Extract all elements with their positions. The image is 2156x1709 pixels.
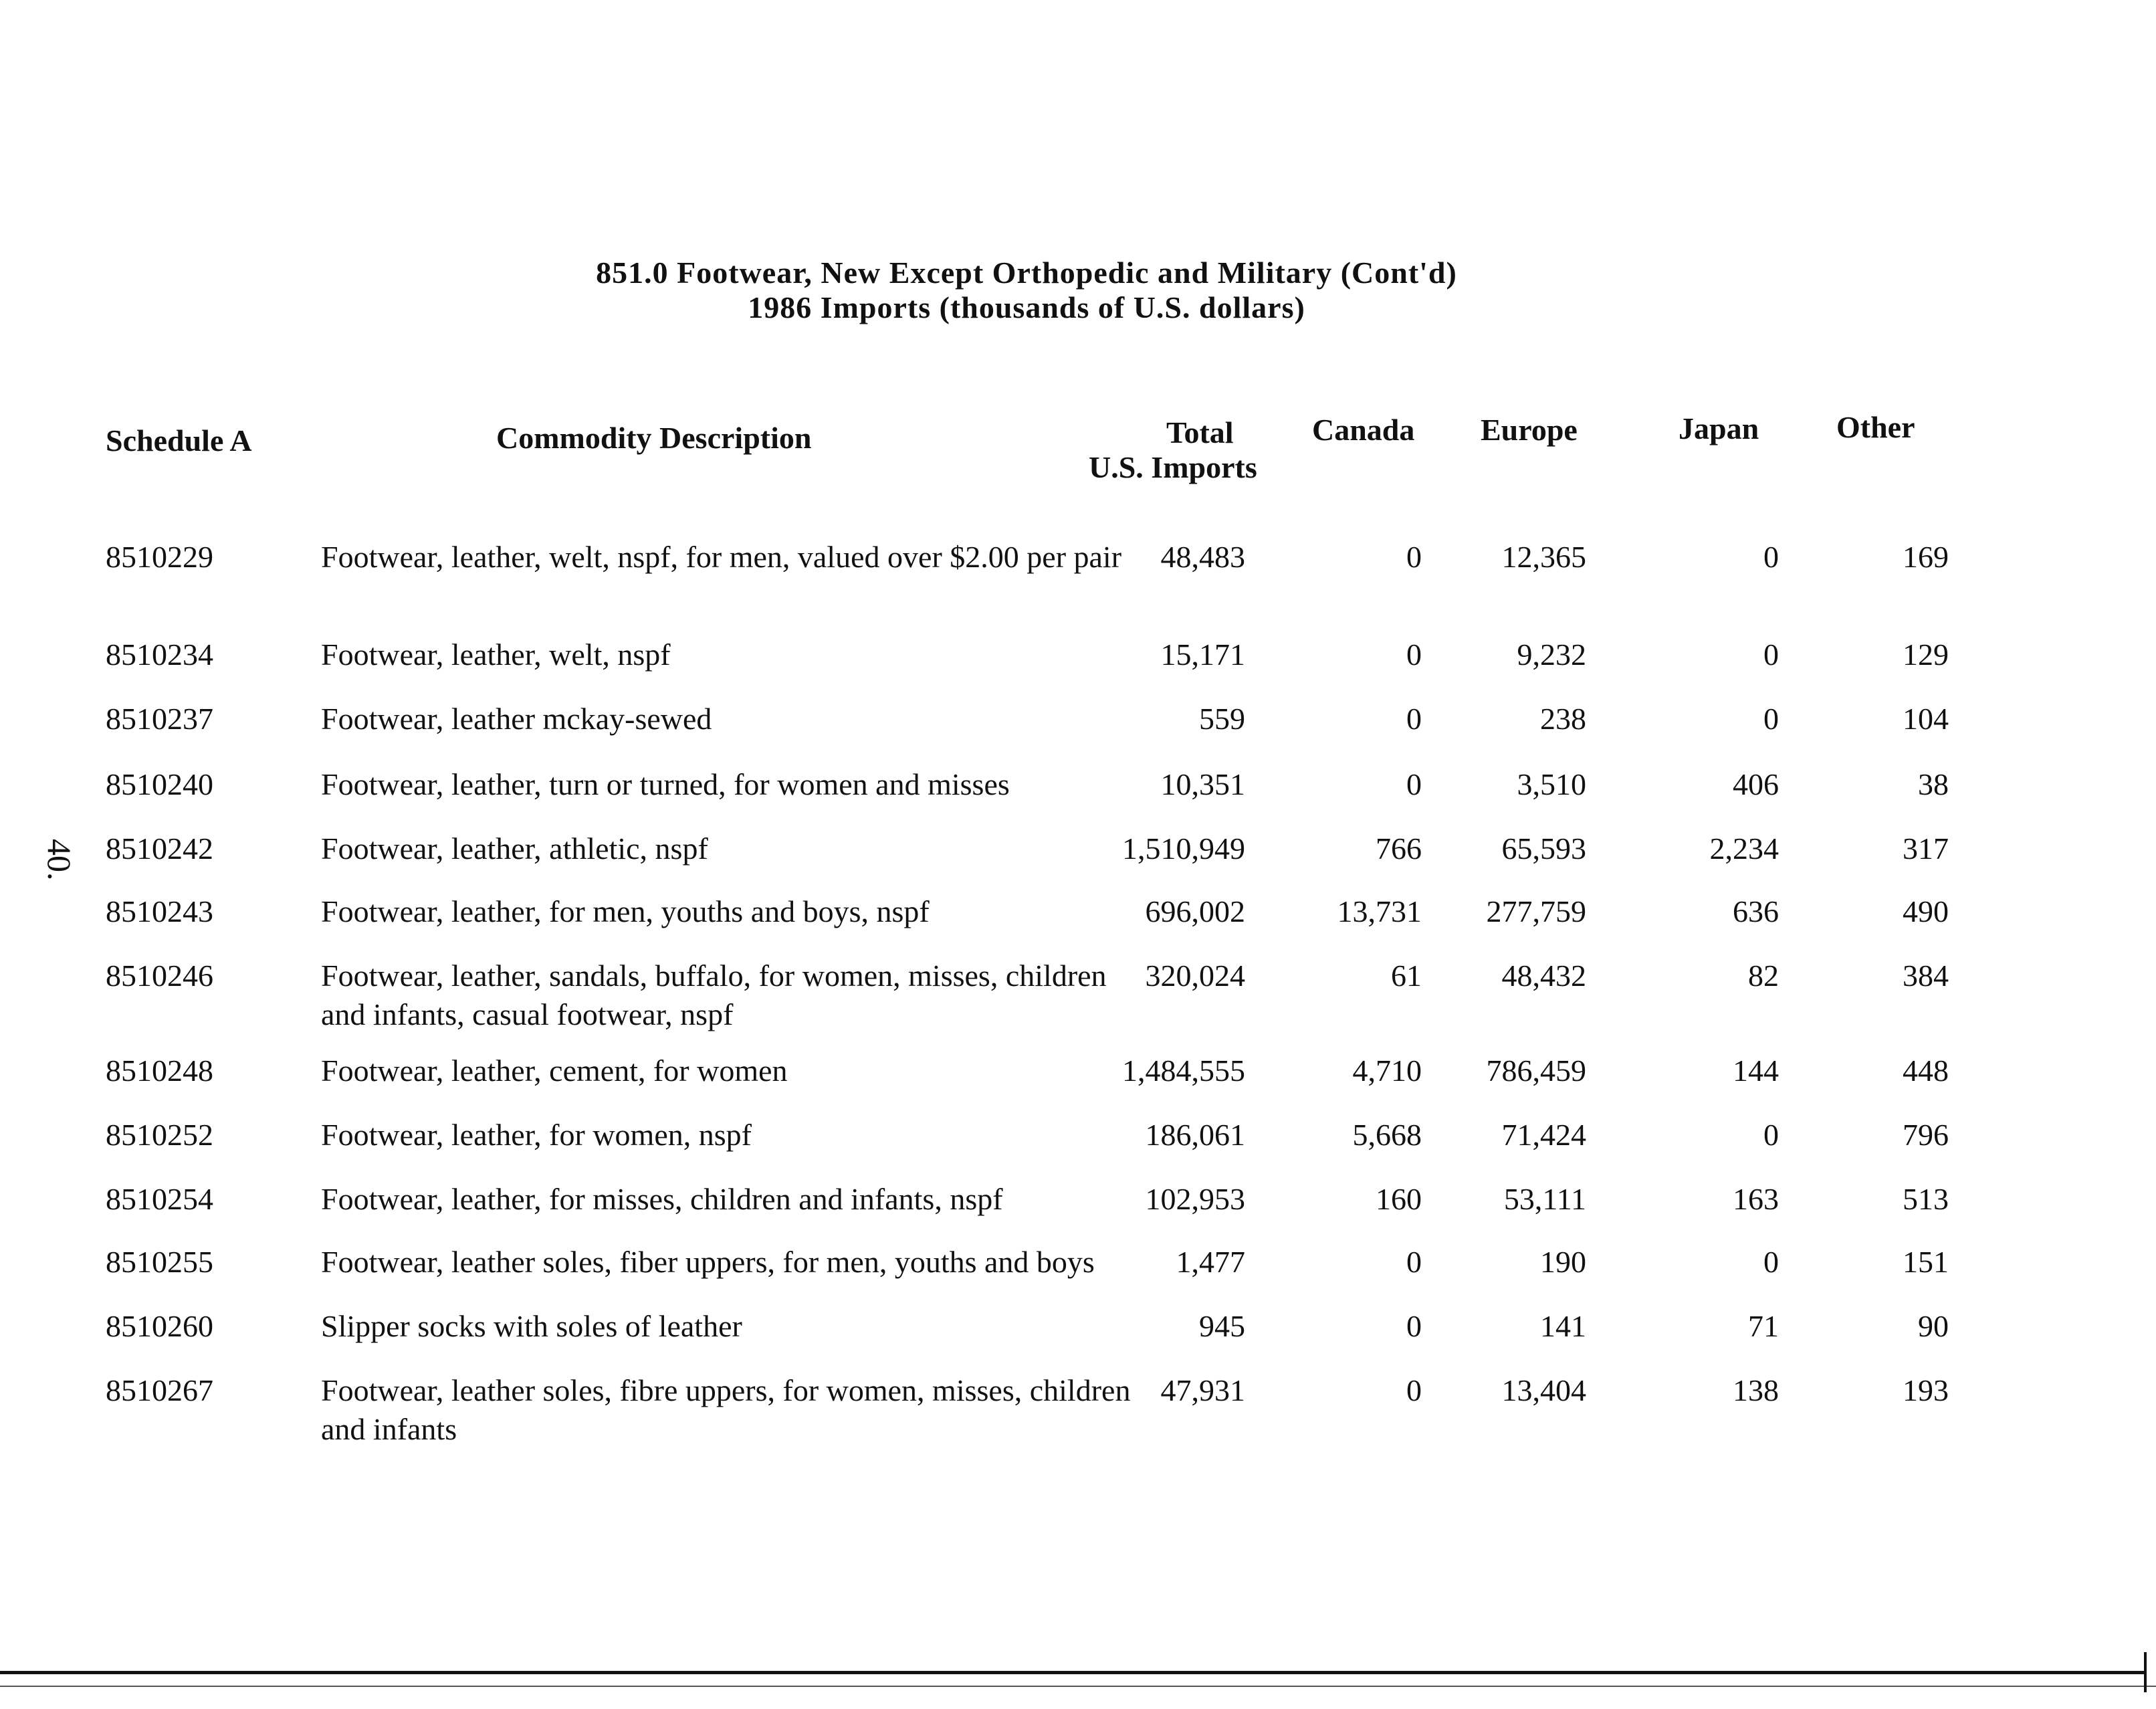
schedule-code: 8510248 bbox=[106, 1053, 213, 1088]
other-value: 90 bbox=[1918, 1309, 1949, 1343]
other-value: 151 bbox=[1903, 1245, 1949, 1279]
column-header-canada: Canada bbox=[1312, 413, 1415, 447]
bottom-rule bbox=[0, 1671, 2147, 1674]
commodity-description: Slipper socks with soles of leather bbox=[321, 1309, 742, 1343]
schedule-code: 8510246 bbox=[106, 959, 213, 993]
other-value: 448 bbox=[1903, 1053, 1949, 1088]
japan-value: 144 bbox=[1733, 1053, 1779, 1088]
canada-value: 0 bbox=[1406, 702, 1422, 736]
europe-value: 190 bbox=[1540, 1245, 1586, 1279]
canada-value: 61 bbox=[1391, 959, 1422, 993]
commodity-description: Footwear, leather, athletic, nspf bbox=[321, 831, 708, 866]
japan-value: 0 bbox=[1763, 1118, 1779, 1152]
other-value: 513 bbox=[1903, 1182, 1949, 1216]
total-imports-value: 1,510,949 bbox=[1122, 831, 1245, 866]
commodity-description: Footwear, leather, cement, for women bbox=[321, 1053, 788, 1088]
commodity-description: Footwear, leather, turn or turned, for women and misses bbox=[321, 767, 1010, 801]
table-row bbox=[0, 1243, 2156, 1283]
europe-value: 786,459 bbox=[1486, 1053, 1586, 1088]
other-value: 796 bbox=[1903, 1118, 1949, 1152]
commodity-description: Footwear, leather, sandals, buffalo, for women, misses, children and infants, casual footwear, nspf bbox=[321, 959, 1107, 1031]
schedule-code: 8510243 bbox=[106, 894, 213, 928]
europe-value: 48,432 bbox=[1501, 959, 1586, 993]
total-imports-value: 10,351 bbox=[1160, 767, 1245, 801]
document-subtitle: 1986 Imports (thousands of U.S. dollars) bbox=[748, 290, 1305, 324]
other-value: 104 bbox=[1903, 702, 1949, 736]
table-row bbox=[0, 538, 2156, 578]
canada-value: 160 bbox=[1376, 1182, 1422, 1216]
total-imports-value: 48,483 bbox=[1160, 540, 1245, 574]
canada-value: 0 bbox=[1406, 637, 1422, 672]
japan-value: 0 bbox=[1763, 1245, 1779, 1279]
total-imports-value: 47,931 bbox=[1160, 1373, 1245, 1407]
canada-value: 4,710 bbox=[1352, 1053, 1422, 1088]
corner-tick bbox=[2144, 1652, 2147, 1692]
europe-value: 65,593 bbox=[1501, 831, 1586, 866]
commodity-description: Footwear, leather, for women, nspf bbox=[321, 1118, 752, 1152]
schedule-code: 8510240 bbox=[106, 767, 213, 801]
total-imports-value: 945 bbox=[1199, 1309, 1245, 1343]
other-value: 38 bbox=[1918, 767, 1949, 801]
total-imports-value: 102,953 bbox=[1145, 1182, 1245, 1216]
japan-value: 636 bbox=[1733, 894, 1779, 928]
commodity-description: Footwear, leather, for misses, children and infants, nspf bbox=[321, 1182, 1003, 1216]
japan-value: 163 bbox=[1733, 1182, 1779, 1216]
commodity-description: Footwear, leather, welt, nspf bbox=[321, 637, 671, 672]
total-imports-value: 1,477 bbox=[1176, 1245, 1245, 1279]
column-header-japan: Japan bbox=[1679, 411, 1759, 445]
other-value: 193 bbox=[1903, 1373, 1949, 1407]
column-header-total-line1: Total bbox=[1166, 415, 1234, 449]
schedule-code: 8510229 bbox=[106, 540, 213, 574]
schedule-code: 8510237 bbox=[106, 702, 213, 736]
europe-value: 12,365 bbox=[1501, 540, 1586, 574]
table-row bbox=[0, 700, 2156, 740]
schedule-code: 8510254 bbox=[106, 1182, 213, 1216]
schedule-code: 8510252 bbox=[106, 1118, 213, 1152]
europe-value: 53,111 bbox=[1503, 1182, 1586, 1216]
other-value: 129 bbox=[1903, 637, 1949, 672]
canada-value: 0 bbox=[1406, 540, 1422, 574]
total-imports-value: 696,002 bbox=[1145, 894, 1245, 928]
europe-value: 238 bbox=[1540, 702, 1586, 736]
total-imports-value: 320,024 bbox=[1145, 959, 1245, 993]
japan-value: 406 bbox=[1733, 767, 1779, 801]
europe-value: 71,424 bbox=[1501, 1118, 1586, 1152]
canada-value: 0 bbox=[1406, 1373, 1422, 1407]
canada-value: 5,668 bbox=[1352, 1118, 1422, 1152]
europe-value: 3,510 bbox=[1517, 767, 1586, 801]
canada-value: 0 bbox=[1406, 1309, 1422, 1343]
commodity-description: Footwear, leather soles, fiber uppers, for men, youths and boys bbox=[321, 1245, 1095, 1279]
schedule-code: 8510242 bbox=[106, 831, 213, 866]
schedule-code: 8510255 bbox=[106, 1245, 213, 1279]
bottom-rule-secondary bbox=[0, 1686, 2156, 1687]
canada-value: 766 bbox=[1376, 831, 1422, 866]
table-row bbox=[0, 892, 2156, 932]
total-imports-value: 559 bbox=[1199, 702, 1245, 736]
total-imports-value: 15,171 bbox=[1160, 637, 1245, 672]
japan-value: 0 bbox=[1763, 702, 1779, 736]
japan-value: 71 bbox=[1748, 1309, 1779, 1343]
table-row bbox=[0, 829, 2156, 870]
document-title: 851.0 Footwear, New Except Orthopedic and Military (Cont'd) bbox=[596, 256, 1457, 290]
commodity-description: Footwear, leather mckay-sewed bbox=[321, 702, 712, 736]
schedule-code: 8510267 bbox=[106, 1373, 213, 1407]
japan-value: 0 bbox=[1763, 637, 1779, 672]
japan-value: 0 bbox=[1763, 540, 1779, 574]
europe-value: 13,404 bbox=[1501, 1373, 1586, 1407]
japan-value: 2,234 bbox=[1709, 831, 1779, 866]
europe-value: 9,232 bbox=[1517, 637, 1586, 672]
commodity-description: Footwear, leather, for men, youths and boys, nspf bbox=[321, 894, 930, 928]
table-row bbox=[0, 957, 2156, 1031]
column-header-other: Other bbox=[1836, 410, 1915, 444]
japan-value: 82 bbox=[1748, 959, 1779, 993]
table-row bbox=[0, 1051, 2156, 1092]
table-row bbox=[0, 1180, 2156, 1220]
commodity-description: Footwear, leather soles, fibre uppers, for women, misses, children and infants bbox=[321, 1373, 1131, 1446]
table-row bbox=[0, 1371, 2156, 1446]
table-row bbox=[0, 635, 2156, 676]
total-imports-value: 1,484,555 bbox=[1122, 1053, 1245, 1088]
other-value: 169 bbox=[1903, 540, 1949, 574]
other-value: 384 bbox=[1903, 959, 1949, 993]
canada-value: 13,731 bbox=[1337, 894, 1422, 928]
column-header-total-line2: U.S. Imports bbox=[1089, 450, 1257, 484]
column-header-europe: Europe bbox=[1481, 413, 1578, 447]
total-imports-value: 186,061 bbox=[1145, 1118, 1245, 1152]
table-row bbox=[0, 765, 2156, 805]
schedule-code: 8510260 bbox=[106, 1309, 213, 1343]
europe-value: 141 bbox=[1540, 1309, 1586, 1343]
column-header-schedule: Schedule A bbox=[106, 423, 252, 458]
japan-value: 138 bbox=[1733, 1373, 1779, 1407]
page-number: 40. bbox=[41, 839, 78, 881]
schedule-code: 8510234 bbox=[106, 637, 213, 672]
table-row bbox=[0, 1307, 2156, 1347]
canada-value: 0 bbox=[1406, 1245, 1422, 1279]
europe-value: 277,759 bbox=[1486, 894, 1586, 928]
column-header-description: Commodity Description bbox=[496, 421, 812, 455]
other-value: 490 bbox=[1903, 894, 1949, 928]
other-value: 317 bbox=[1903, 831, 1949, 866]
table-row bbox=[0, 1116, 2156, 1156]
commodity-description: Footwear, leather, welt, nspf, for men, valued over $2.00 per pair bbox=[321, 540, 1122, 574]
canada-value: 0 bbox=[1406, 767, 1422, 801]
